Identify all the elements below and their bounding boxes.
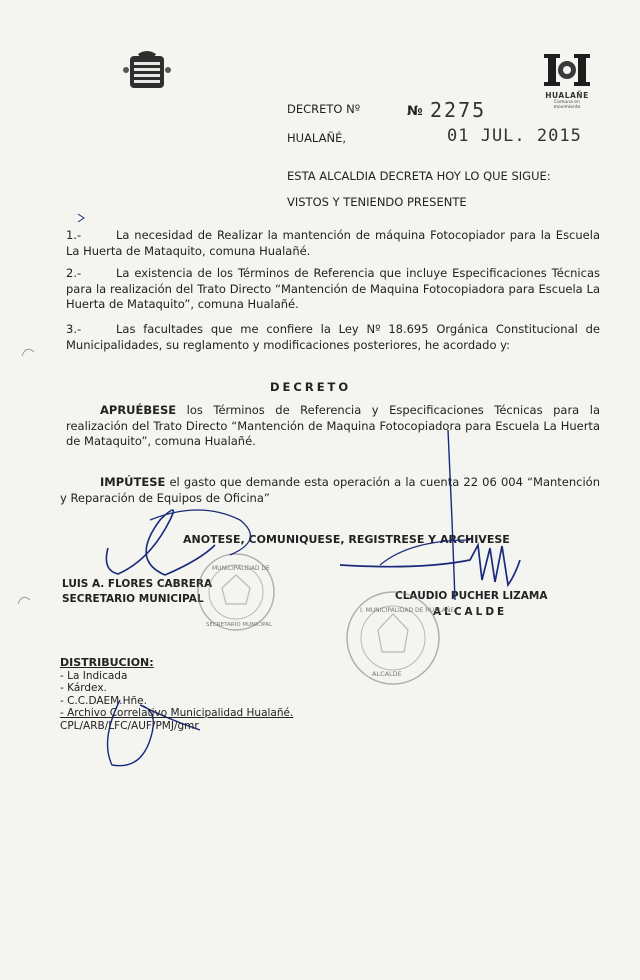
decreto-title: DECRETO	[270, 380, 352, 394]
distribution-item: - C.C.DAEM.Hñe.	[60, 694, 147, 707]
considerando-number: 3.-	[66, 322, 82, 336]
stamp-text-right-bottom: ALCALDE	[372, 670, 402, 678]
punch-mark	[22, 349, 34, 356]
resolution-verb: APRUÉBESE	[100, 403, 177, 417]
place-label: HUALAÑÉ,	[287, 131, 346, 145]
distribution-block	[60, 657, 293, 732]
stamp-text-left-top: MUNICIPALIDAD DE	[212, 565, 270, 572]
stamp-text-left-bottom: SECRETARIO MUNICIPAL	[206, 622, 273, 628]
stamp-text-right-top: I. MUNICIPALIDAD DE HUALAÑE	[360, 607, 455, 614]
secretary-name: LUIS A. FLORES CABRERA	[62, 578, 213, 590]
considerando-text: Las facultades que me confiere la Ley Nº 18.695 Orgánica Constitucional de Municipalidades, su reglamento y modificaciones posteriores, he acordado y:	[66, 322, 600, 352]
margin-mark	[78, 214, 84, 222]
decreto-label: DECRETO Nº	[287, 102, 361, 116]
distribution-heading: DISTRIBUCION:	[60, 656, 154, 669]
resolution-text: los Términos de Referencia y Especificaciones Técnicas para la realización del Trato Directo “Mantención de Maquina Fotocopiadora para Escuela La Huerta de Mataquito”, comuna Hualañé.	[66, 403, 600, 448]
decreto-number: 2275	[430, 98, 487, 122]
intro-text: ESTA ALCALDIA DECRETA HOY LO QUE SIGUE:	[287, 169, 551, 183]
resolution-text: el gasto que demande esta operación a la cuenta 22 06 004 “Mantención y Reparación de Equipos de Oficina”	[60, 475, 600, 505]
decreto-date: 01 JUL. 2015	[447, 126, 582, 146]
considerando-text: La necesidad de Realizar la mantención de máquina Fotocopiador para la Escuela La Huerta de Mataquito, comuna Hualañé.	[66, 228, 600, 258]
mayor-signature	[340, 545, 520, 585]
secretary-signature	[106, 510, 215, 575]
punch-mark	[18, 597, 30, 604]
considerando-number: 2.-	[66, 266, 82, 280]
distribution-initials: CPL/ARB/LFC/AUF/PMJ/gmr	[60, 719, 199, 732]
logo-tagline: Comuna en movimiento	[553, 100, 581, 110]
closing-formula: ANOTESE, COMUNIQUESE, REGISTRESE Y ARCHIVESE	[183, 533, 510, 546]
distribution-item: - Kárdex.	[60, 682, 107, 694]
vistos-heading: VISTOS Y TENIENDO PRESENTE	[287, 195, 467, 209]
distribution-item: - La Indicada	[60, 669, 128, 682]
logo-name: HUALAÑE	[545, 91, 589, 100]
mayor-name: CLAUDIO PUCHER LIZAMA	[395, 590, 548, 602]
resolution-verb: IMPÚTESE	[100, 475, 166, 489]
secretary-title: SECRETARIO MUNICIPAL	[62, 593, 204, 605]
secretary-signature-flourish	[150, 510, 250, 555]
distribution-item: - Archivo Correlativo Municipalidad Hualañé.	[60, 707, 294, 719]
mayor-title: ALCALDE	[433, 606, 508, 618]
considerando-text: La existencia de los Términos de Referencia que incluye Especificaciones Técnicas para la realización del Trato Directo “Mantención de Maquina Fotocopiadora para Escuela La Huerta de Mataquito”, comuna Hualañé.	[66, 266, 600, 311]
number-stamp-icon: №	[407, 104, 423, 119]
considerando-number: 1.-	[66, 228, 82, 242]
ink-line-stroke	[448, 430, 455, 600]
mayor-signature-line	[380, 540, 470, 565]
